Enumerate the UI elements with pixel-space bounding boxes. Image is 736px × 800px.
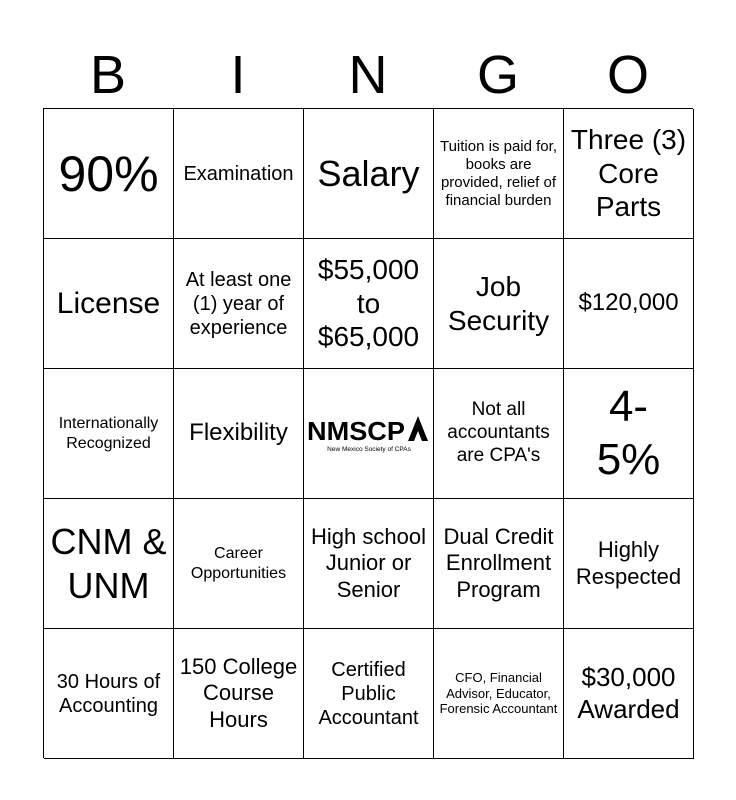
bingo-cell-r4c1[interactable]	[44, 499, 174, 629]
bingo-cell-r1c2[interactable]	[174, 109, 304, 239]
bingo-cell-r3c5[interactable]	[564, 369, 694, 499]
bingo-cell-r3c4[interactable]	[434, 369, 564, 499]
cell-text: Salary	[317, 152, 420, 194]
bingo-header	[43, 42, 693, 108]
cell-text: $55,000 to $65,000	[317, 254, 420, 353]
cell-text: Certified Public Accountant	[318, 658, 419, 729]
cell-text: License	[56, 286, 161, 320]
bingo-cell-r4c5[interactable]	[564, 499, 694, 629]
cell-text: At least one (1) year of experience	[185, 268, 292, 339]
cell-text: Career Opportunities	[190, 545, 287, 582]
cell-text: Dual Credit Enrollment Program	[443, 523, 554, 602]
bingo-cell-r2c2[interactable]	[174, 239, 304, 369]
bingo-cell-r3c1[interactable]	[44, 369, 174, 499]
cell-text: Three (3) Core Parts	[570, 124, 687, 223]
cell-text: 4-5%	[596, 381, 661, 484]
bingo-cell-r1c3[interactable]	[304, 109, 434, 239]
header-letter-g: G	[476, 45, 519, 105]
cell-text: Flexibility	[189, 419, 288, 447]
cell-text: $120,000	[578, 289, 679, 317]
cell-text: Job Security	[447, 270, 550, 336]
bingo-cell-r1c4[interactable]	[434, 109, 564, 239]
cell-text: Tuition is paid for, books are provided, relief of financial burden	[439, 137, 557, 209]
cell-text: 90%	[58, 145, 159, 202]
cell-text: 150 College Course Hours	[179, 653, 298, 732]
bingo-cell-r3c2[interactable]	[174, 369, 304, 499]
bingo-cell-r5c1[interactable]	[44, 629, 174, 759]
header-letter-n: N	[348, 45, 388, 105]
bingo-cell-r5c4[interactable]	[434, 629, 564, 759]
bingo-cell-r4c2[interactable]	[174, 499, 304, 629]
cell-text: Internationally Recognized	[58, 415, 159, 452]
header-letter-o: O	[606, 45, 649, 105]
cell-text: CFO, Financial Advisor, Educator, Forensic Accountant	[439, 670, 558, 717]
svg-text:New Mexico Society of CPAs: New Mexico Society of CPAs	[326, 445, 411, 453]
cell-text: CNM & UNM	[50, 521, 167, 606]
bingo-card	[43, 108, 693, 758]
cell-text: 30 Hours of Accounting	[56, 670, 161, 717]
bingo-cell-r2c1[interactable]	[44, 239, 174, 369]
bingo-cell-r4c4[interactable]	[434, 499, 564, 629]
cell-text: $30,000 Awarded	[577, 662, 680, 724]
cell-text: Not all accountants are CPA's	[447, 399, 550, 466]
bingo-cell-r5c3[interactable]	[304, 629, 434, 759]
bingo-cell-r4c3[interactable]	[304, 499, 434, 629]
bingo-cell-r2c4[interactable]	[434, 239, 564, 369]
nmscpa-logo-graphic	[307, 414, 431, 454]
bingo-cell-r3c3[interactable]	[304, 369, 434, 499]
svg-text:NMSCP: NMSCP	[306, 415, 405, 446]
cell-text: Highly Respected	[575, 537, 682, 589]
header-letter-i: I	[230, 45, 246, 105]
bingo-cell-r1c5[interactable]	[564, 109, 694, 239]
header-letter-b: B	[89, 45, 127, 105]
nmscpa-logo	[307, 414, 431, 454]
bingo-cell-r2c5[interactable]	[564, 239, 694, 369]
bingo-cell-r2c3[interactable]	[304, 239, 434, 369]
bingo-cell-r5c2[interactable]	[174, 629, 304, 759]
bingo-cell-r5c5[interactable]	[564, 629, 694, 759]
cell-text: Examination	[183, 162, 294, 185]
triangle-a-icon	[408, 416, 428, 441]
cell-text: High school Junior or Senior	[311, 523, 426, 602]
bingo-cell-r1c1[interactable]	[44, 109, 174, 239]
